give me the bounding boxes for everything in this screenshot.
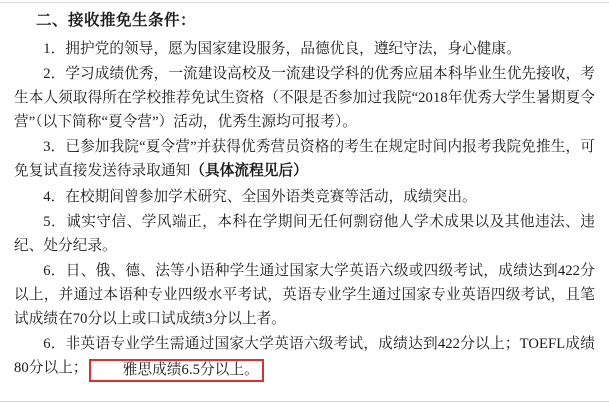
- condition-item-2: 2．学习成绩优秀，一流建设高校及一流建设学科的优秀应届本科毕业生优先接收，考生本人须取得所在学校推荐免试生资格（不限是否参加过我院“2018年优秀大学生暑期夏令营”（以下简称“夏令营”）活动，优秀生源均可报考）。: [14, 66, 595, 130]
- highlighted-requirement: 雅思成绩6.5分以上。: [89, 359, 264, 382]
- condition-item-7: [14, 333, 595, 382]
- condition-item-4: 4．在校期间曾参加学术研究、全国外语类竞赛等活动，成绩突出。: [43, 188, 477, 205]
- condition-item-7-text: 6．非英语专业学生需通过国家大学英语六级考试，成绩达到422分以上；TOEFL成绩80分以上；: [14, 336, 595, 377]
- condition-item-3: [14, 136, 595, 183]
- condition-item-5: 5．诚实守信、学风端正，本科在学期间无任何剽窃他人学术成果以及其他违法、违纪、处分纪录。: [14, 214, 595, 254]
- condition-item-1: 1．拥护党的领导，愿为国家建设服务，品德优良，遵纪守法，身心健康。: [43, 40, 521, 57]
- top-divider: [0, 2, 609, 3]
- section-heading: 二、接收推免生条件：: [36, 12, 197, 29]
- condition-item-6: 6．日、俄、德、法等小语种学生通过国家大学英语六级或四级考试，成绩达到422分以上，并通过本语种专业四级水平考试，英语专业学生通过国家专业英语四级考试，且笔试成绩在70分以上或口试成绩3分以上者。: [14, 263, 595, 327]
- condition-item-3-text: 3．已参加我院“夏令营”并获得优秀营员资格的考生在规定时间内报考我院免推生，可免复试直接发送待录取通知: [14, 139, 595, 179]
- condition-item-3-bold-note: （具体流程见后）: [190, 162, 308, 179]
